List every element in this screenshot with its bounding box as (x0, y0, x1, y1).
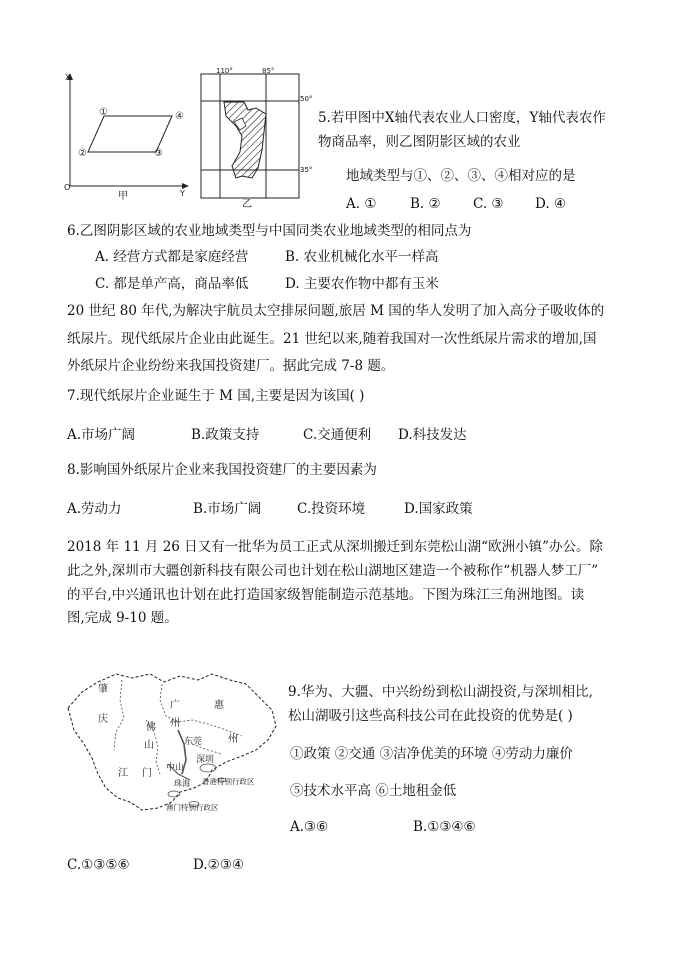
q5-option-c: C. ③ (473, 196, 504, 212)
q7-option-b: B.政策支持 (191, 427, 260, 443)
passage2-line1: 2018 年 11 月 26 日又有一批华为员工正式从深圳搬迁到东莞松山湖“欧洲小镇”办公。除 (67, 539, 603, 555)
q8-option-a: A.劳动力 (67, 501, 122, 517)
map-label-zhou: 州 (170, 718, 180, 729)
q5-option-b: B. ② (410, 196, 441, 212)
q6-option-a: A. 经营方式都是家庭经营 (95, 249, 249, 265)
figure-yi-caption: 乙 (242, 199, 252, 210)
lon-110: 110° (216, 67, 233, 75)
lat-35: 35° (300, 166, 313, 174)
q8-stem: 8.影响国外纸尿片企业来我国投资建厂的主要因素为 (67, 462, 377, 478)
map-label-jiang: 江 (118, 768, 128, 779)
q7-option-c: C.交通便利 (303, 427, 372, 443)
origin-label: O (64, 183, 71, 192)
q5-option-a: A. ① (346, 196, 377, 212)
q9-line2: 松山湖吸引这些高科技公司在此投资的优势是( ) (288, 708, 573, 724)
y-axis-label: X (65, 73, 71, 82)
map-label-zhongshan: 中山 (166, 763, 185, 773)
q5-option-d: D. ④ (535, 196, 567, 212)
lon-85: 85° (262, 67, 275, 75)
map-label-dongguan: 东莞 (184, 737, 203, 747)
lat-50: 50° (300, 95, 313, 103)
q7-option-a: A.市场广阔 (67, 427, 136, 443)
q7-option-d: D.科技发达 (398, 427, 467, 443)
x-axis-label: Y (180, 189, 185, 198)
q8-option-c: C.投资环境 (297, 501, 366, 517)
map-label-zhuhai: 珠海 (174, 779, 190, 788)
q6-stem: 6.乙图阴影区域的农业地域类型与中国同类农业地域类型的相同点为 (67, 223, 472, 239)
q9-option-a: A.③⑥ (290, 819, 329, 835)
point-3: ③ (154, 148, 163, 159)
q7-stem: 7.现代纸尿片企业诞生于 M 国,主要是因为该国( ) (67, 388, 365, 404)
prd-map (62, 670, 282, 830)
q9-option-b: B.①③④⑥ (413, 819, 476, 835)
passage2-line3: 的平台,中兴通讯也计划在此打造国家级智能制造示范基地。下图为珠江三角洲地图。读 (67, 587, 585, 603)
map-label-hongkong: 香港特别行政区 (202, 777, 255, 786)
map-label-guang: 广 (170, 700, 180, 711)
q9-line1: 9.华为、大疆、中兴纷纷到松山湖投资,与深圳相比, (288, 684, 593, 700)
map-label-men: 门 (142, 768, 152, 779)
map-label-zhao: 肇 (98, 684, 108, 695)
point-1: ① (99, 107, 108, 118)
figure-jia-caption: 甲 (118, 191, 128, 202)
q9-option-d: D.②③④ (193, 857, 244, 873)
map-label-shan: 山 (144, 740, 154, 751)
q6-option-d: D. 主要农作物中都有玉米 (285, 276, 439, 292)
q5-line1: 5.若甲图中X轴代表农业人口密度，Y轴代表农作 (318, 110, 606, 126)
passage1-line2: 纸尿片。现代纸尿片企业由此诞生。21 世纪以来,随着我国对一次性纸尿片需求的增加,国 (67, 331, 597, 347)
map-label-hui: 惠 (214, 700, 224, 711)
map-label-shenzhen: 深圳 (196, 755, 215, 765)
q5-line2: 物商品率，则乙图阴影区域的农业 (318, 134, 521, 150)
q9-factors1: ①政策 ②交通 ③洁净优美的环境 ④劳动力廉价 (290, 746, 573, 762)
map-label-zhou2: 州 (228, 734, 238, 745)
passage1-line3: 外纸尿片企业纷纷来我国投资建厂。据此完成 7-8 题。 (67, 358, 395, 374)
q9-option-c: C.①③⑤⑥ (67, 857, 130, 873)
map-label-macau: 澳门特别行政区 (166, 803, 219, 812)
q9-factors2: ⑤技术水平高 ⑥土地租金低 (290, 783, 457, 799)
point-2: ② (78, 148, 87, 159)
q8-option-b: B.市场广阔 (193, 501, 262, 517)
map-label-qing: 庆 (98, 714, 108, 725)
q5-line3: 地域类型与①、②、③、④相对应的是 (346, 168, 576, 184)
passage1-line1: 20 世纪 80 年代,为解决宇航员太空排尿问题,旅居 M 国的华人发明了加入高分子吸收体的 (67, 303, 605, 319)
figure-yi (196, 66, 304, 204)
point-4: ④ (175, 111, 184, 122)
passage2-line2: 此之外,深圳市大疆创新科技有限公司也计划在松山湖地区建造一个被称作“机器人梦工厂” (67, 563, 599, 579)
q8-option-d: D.国家政策 (404, 501, 473, 517)
q6-option-c: C. 都是单产高，商品率低 (95, 276, 249, 292)
passage2-line4: 图,完成 9-10 题。 (67, 610, 178, 626)
map-label-fo: 佛 (146, 722, 156, 733)
q6-option-b: B. 农业机械化水平一样高 (285, 249, 439, 265)
figure-jia (62, 70, 194, 198)
